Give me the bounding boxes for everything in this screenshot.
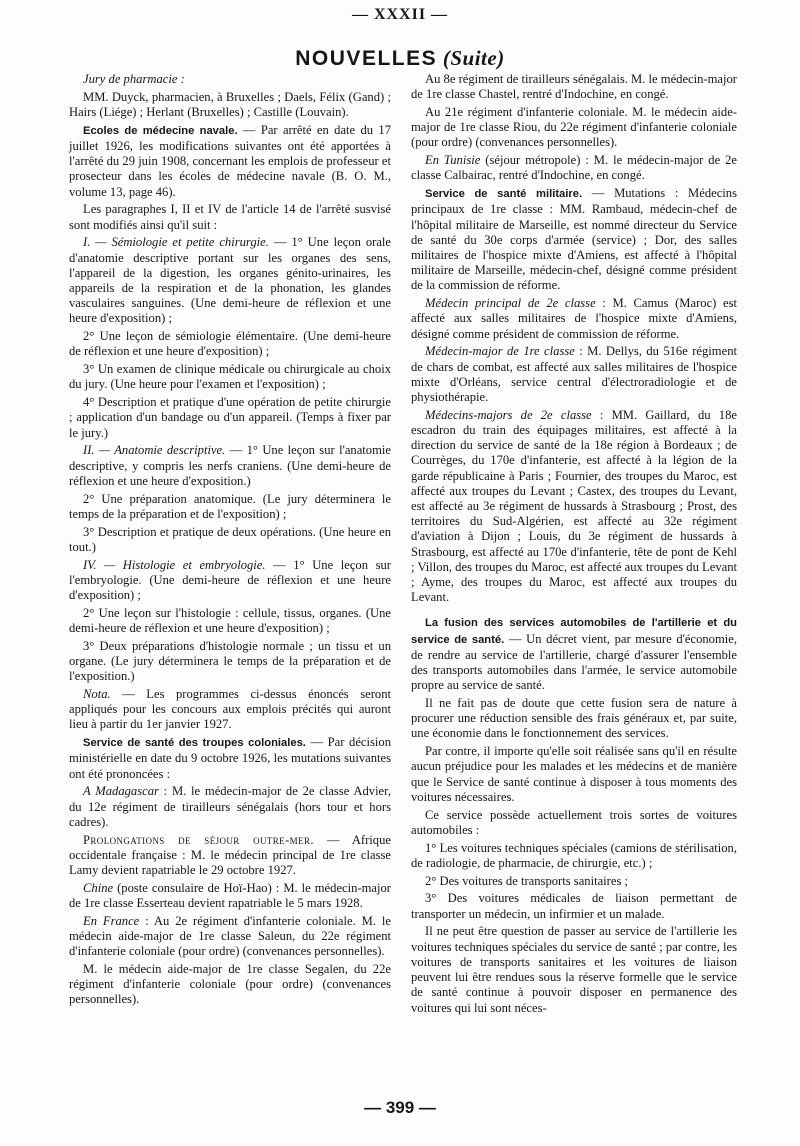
paragraph-text: 4° Description et pratique d'une opération de petite chirurgie ; application d'un bandage ou d'un appareil. (Temps à fixer par le jury.) — [69, 395, 391, 440]
paragraph-lead: IV. — Histologie et embryologie. — [83, 557, 266, 572]
paragraph — [69, 362, 391, 392]
paragraph — [69, 687, 391, 733]
paragraph-text: MM. Duyck, pharmacien, à Bruxelles ; Daels, Félix (Gand) ; Hairs (Liége) ; Herlant (Bruxelles) ; Castille (Louvain). — [69, 89, 391, 119]
paragraph-text: 1° Les voitures techniques spéciales (camions de stérilisation, de radiologie, de pharmacie, de chirurgie, etc.) ; — [411, 840, 737, 870]
paragraph — [411, 615, 737, 693]
paragraph-text: Au 21e régiment d'infanterie coloniale. M. le médecin aide-major de 1re classe Riou, du 22e régiment d'infanterie coloniale (pour ordre) (convenances personnelles). — [411, 105, 737, 150]
paragraph-text: : M. Camus (Maroc) est affecté aux salles militaires de l'hospice mixte d'Amiens, désigné comme président de commission de réforme. — [411, 296, 737, 341]
paragraph — [69, 492, 391, 522]
paragraph — [411, 891, 737, 921]
paragraph-lead: Nota. — [83, 687, 111, 702]
paragraph-text: 3° Des voitures médicales de liaison permettant de transporter un médecin, un infirmier et un malade. — [411, 891, 737, 921]
paragraph-text: : M. le médecin-major de 2e classe Advier, du 12e régiment de tirailleurs sénégalais (hors tour et hors cadres). — [69, 784, 391, 829]
paragraph — [411, 744, 737, 805]
page-folio: — XXXII — — [351, 6, 449, 23]
paragraph — [69, 639, 391, 685]
paragraph-text: — Les programmes ci-dessus énoncés seront appliqués pour les concours aux emplois précités qui auront lieu à partir du 1er janvier 1927. — [69, 687, 391, 732]
paragraph — [69, 914, 391, 960]
paragraph-text: : MM. Gaillard, du 18e escadron du train des équipages militaires, est affecté à la direction du service de santé de la 18e région à Bordeaux ; de Courrèges, du 170e d'infanterie, est affecté à la légion de la garde républicaine à Paris ; Fournier, des troupes du Maroc, est affecté aux troupes du Levant ; Castex, des troupes du Levant, est affecté au 3e régiment de hussards à Strasbourg ; Prost, des territoires du Sud-Algérien, est affecté au 32e régiment d'aviation à Dijon ; Louis, du 3e régiment de hussards à Strasbourg, est affecté au 170e d'infanterie, tête de pont de Kehl ; Villon, des troupes du Maroc, est affecté aux troupes du Levant ; Ayme, des troupes du Maroc, est affecté aux troupes du Levant. — [411, 407, 737, 605]
paragraph — [411, 105, 737, 151]
paragraph — [69, 235, 391, 326]
paragraph-text: Par contre, il importe qu'elle soit réalisée sans qu'il en résulte aucun préjudice pour les malades et les médecins et de manière que le Service de santé continue à disposer à tous moments des voitures nécessaires. — [411, 744, 737, 804]
paragraph — [411, 924, 737, 1015]
page-number: — 399 — — [364, 1098, 436, 1117]
paragraph-text: — Un décret vient, par mesure d'économie, de rendre au service de l'artillerie, chargé d'assurer l'ensemble des transports automobiles dans l'armée, le service automobile propre au service de santé. — [411, 631, 737, 693]
paragraph-text: (poste consulaire de Hoï-Hao) : M. le médecin-major de 1re classe Esserteau devient rapatriable le 5 mars 1928. — [69, 880, 391, 911]
paragraph-text: — Par décision ministérielle en date du 9 octobre 1926, les mutations suivantes ont été prononcées : — [69, 735, 392, 781]
paragraph-text: 3° Un examen de clinique médicale ou chirurgicale au choix du jury. (Une heure pour l'examen et l'exposition) ; — [69, 362, 391, 392]
paragraph-lead: II. — Anatomie descriptive. — [83, 443, 226, 458]
paragraph-lead: Prolongations de séjour outre-mer. — [83, 832, 314, 847]
paragraph-text: 3° Description et pratique de deux opérations. (Une heure en tout.) — [69, 524, 391, 554]
paragraph-lead: A Madagascar — [83, 784, 159, 799]
paragraph — [69, 784, 391, 830]
paragraph-text: Ce service possède actuellement trois sortes de voitures automobiles : — [411, 807, 737, 837]
paragraph — [69, 606, 391, 636]
section-heading: Ecoles de médecine navale. — [83, 124, 238, 137]
section-heading: Service de santé des troupes coloniales. — [83, 737, 306, 750]
paragraph-text: 2° Une leçon de sémiologie élémentaire. (Une demi-heure de réflexion et une heure d'exposition) ; — [69, 329, 391, 359]
paragraph-text: — Par arrêté en date du 17 juillet 1926, les modifications suivantes ont été apportées à l'arrêté du 29 juin 1908, concernant les emplois de professeur et prosecteur dans les écoles de médecine navale (B. O. M., volume 13, page 46). — [69, 122, 391, 199]
paragraph — [69, 395, 391, 441]
paragraph-lead: Médecin-major de 1re classe — [425, 344, 575, 359]
paragraph — [69, 90, 391, 120]
paragraph-lead: En Tunisie — [425, 153, 481, 168]
paragraph-text: 2° Des voitures de transports sanitaires ; — [425, 873, 628, 888]
section-title-suite: (Suite) — [442, 46, 505, 70]
paragraph-text: 2° Une leçon sur l'histologie : cellule, tissus, organes. (Une demi-heure de réflexion et une heure d'exposition) ; — [69, 605, 391, 636]
paragraph — [411, 296, 737, 342]
paragraph — [69, 202, 391, 232]
paragraph-lead: Médecins-majors de 2e classe — [425, 407, 592, 422]
section-heading: La fusion des services automobiles de l'artillerie et du service de santé. — [411, 617, 737, 646]
paragraph — [69, 525, 391, 555]
paragraph-text: 2° Une préparation anatomique. (Le jury déterminera le temps de la préparation et de l'exposition) ; — [69, 491, 391, 521]
paragraph — [69, 123, 391, 200]
paragraph-text: Les paragraphes I, II et IV de l'article 14 de l'arrêté susvisé sont modifiés ainsi qu'il suit : — [69, 202, 391, 232]
paragraph — [411, 72, 737, 102]
paragraph — [69, 443, 391, 489]
paragraph-text: : M. Dellys, du 516e régiment de chars de combat, est affecté aux salles militaires de l'hospice mixte d'Orléans, service central d'électroradiologie et de physiothérapie. — [411, 344, 737, 405]
paragraph — [69, 962, 391, 1008]
left-column — [69, 72, 391, 1010]
paragraph-text: Au 8e régiment de tirailleurs sénégalais. M. le médecin-major de 1re classe Chastel, rentré d'Indochine, en congé. — [411, 72, 737, 102]
paragraph — [69, 735, 391, 782]
section-title — [0, 46, 800, 71]
paragraph-text: — 1° Une leçon sur l'embryologie. (Une demi-heure de réflexion et une heure d'exposition) ; — [69, 557, 391, 603]
paragraph-lead: I. — Sémiologie et petite chirurgie. — [83, 235, 269, 250]
paragraph — [69, 881, 391, 911]
paragraph-text: — 1° Une leçon sur l'anatomie descriptive, y compris les nerfs craniens. (Une demi-heure de réflexion et une heure d'exposition.) — [69, 443, 391, 488]
paragraph-text: M. le médecin aide-major de 1re classe Segalen, du 22e régiment d'infanterie coloniale (pour ordre) (convenances personnelles). — [69, 962, 391, 1007]
paragraph — [411, 841, 737, 871]
paragraph-text: 3° Deux préparations d'histologie normale ; un tissu et un organe. (Le jury déterminera le temps de la préparation et de l'exposition.) — [69, 638, 391, 684]
paragraph — [69, 558, 391, 604]
section-heading: Service de santé militaire. — [425, 188, 583, 201]
paragraph-text: — 1° Une leçon orale d'anatomie descriptive portant sur les organes des sens, l'appareil de la digestion, les organes génito-urinaires, les appareils de la respiration et de la phonation, les glandes vasculaires sanguines. (Une demi-heure de réflexion et une heure d'exposition) ; — [69, 235, 392, 326]
paragraph — [411, 186, 737, 293]
paragraph — [411, 344, 737, 405]
paragraph-lead: Chine — [83, 880, 114, 895]
paragraph-text: Il ne peut être question de passer au service de l'artillerie les voitures techniques spéciales du service de santé ; par contre, les voitures de transports sanitaires et les voitures de liaison peuvent lui être rendues sous la réserve formelle que le service de santé continue à pouvoir disposer en permanence des voitures qui lui sont néces- — [411, 924, 737, 1015]
section-title-main: NOUVELLES — [295, 47, 438, 70]
paragraph-text: — Mutations : Médecins principaux de 1re classe : MM. Rambaud, médecin-chef de l'hôpital militaire de Marseille, est nommé directeur du Service de santé du 30e corps d'armée (service) ; Dor, des salles militaires de l'hospice mixte d'Amiens, est affecté à l'hôpital militaire de Marseille, médecin-chef, désigné comme président de la commission de réforme. — [411, 186, 737, 293]
paragraph-lead: Médecin principal de 2e classe — [425, 296, 596, 311]
paragraph — [411, 408, 737, 606]
paragraph-lead: En France — [83, 913, 140, 928]
paragraph — [411, 696, 737, 742]
paragraph — [411, 874, 737, 889]
paragraph — [69, 833, 391, 879]
paragraph — [411, 153, 737, 183]
paragraph — [411, 808, 737, 838]
paragraph-text: Il ne fait pas de doute que cette fusion sera de nature à procurer une réduction sensible des frais généraux et, par suite, une économie dans le fonctionnement des services. — [411, 696, 737, 741]
paragraph-lead: Jury de pharmacie : — [83, 72, 185, 86]
paragraph-text: — Afrique occidentale française : M. le médecin principal de 1re classe Lamy devient rapatriable le 29 octobre 1927. — [69, 832, 391, 878]
paragraph-text: : Au 2e régiment d'infanterie coloniale. M. le médecin aide-major de 1re classe Saleun, du 22e régiment d'infanterie coloniale (pour ordre) (convenances personnelles). — [69, 913, 391, 959]
right-column — [411, 72, 737, 1018]
paragraph-text: (séjour métropole) : M. le médecin-major de 2e classe Calbairac, rentré d'Indochine, en congé. — [411, 153, 738, 183]
paragraph — [69, 329, 391, 359]
paragraph — [69, 72, 391, 87]
